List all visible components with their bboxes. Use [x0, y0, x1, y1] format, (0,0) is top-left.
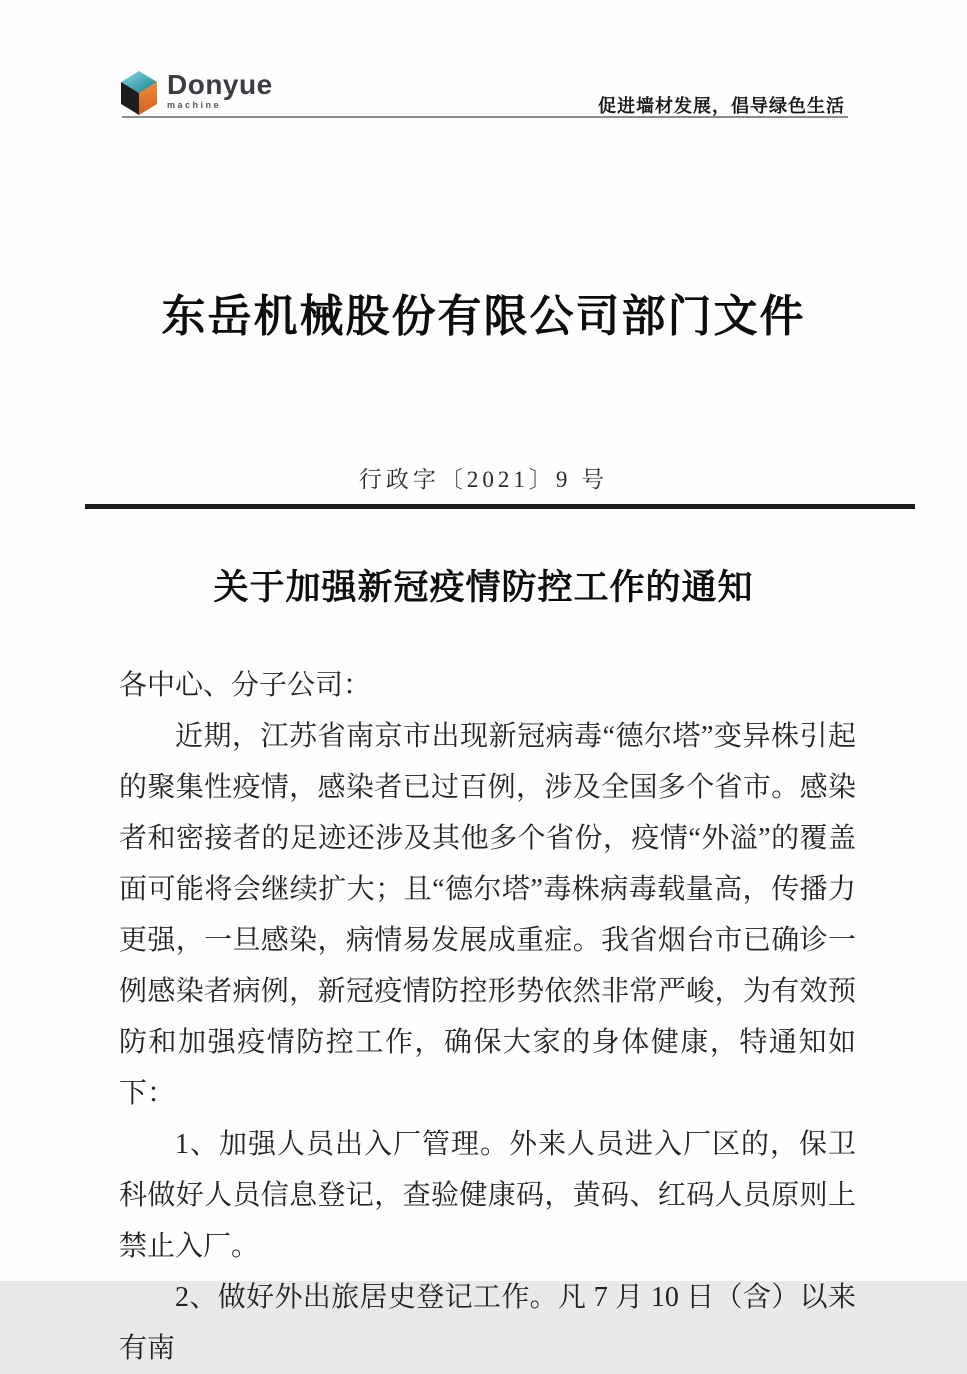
notice-body — [119, 660, 856, 1374]
brand-tagline: machine — [167, 100, 222, 110]
company-logo — [119, 70, 273, 116]
logo-text — [167, 69, 273, 110]
document-head-divider — [85, 504, 915, 509]
salutation: 各中心、分子公司： — [119, 670, 372, 701]
body-paragraph: 2、做好外出旅居史登记工作。凡 7 月 10 日（含）以来有南 — [119, 1282, 856, 1364]
cube-logo-icon — [119, 70, 159, 116]
header-divider — [122, 116, 848, 118]
body-paragraph: 1、加强人员出入厂管理。外来人员进入厂区的，保卫科做好人员信息登记，查验健康码，黄码、红码人员原则上禁止入厂。 — [119, 1129, 856, 1262]
header-slogan: 促进墙材发展，倡导绿色生活 — [598, 96, 845, 116]
notice-subject-title: 关于加强新冠疫情防控工作的通知 — [213, 568, 754, 607]
organization-title: 东岳机械股份有限公司部门文件 — [161, 292, 806, 341]
brand-name: Donyue — [167, 69, 273, 100]
body-paragraph: 近期，江苏省南京市出现新冠病毒“德尔塔”变异株引起的聚集性疫情，感染者已过百例，涉及全国多个省市。感染者和密接者的足迹还涉及其他多个省份，疫情“外溢”的覆盖面可能将会继续扩大；且“德尔塔”毒株病毒载量高，传播力更强，一旦感染，病情易发展成重症。我省烟台市已确诊一例感染者病例，新冠疫情防控形势依然非常严峻，为有效预防和加强疫情防控工作，确保大家的身体健康，特通知如下： — [119, 721, 856, 1109]
document-number: 行政字〔2021〕9 号 — [358, 467, 609, 492]
